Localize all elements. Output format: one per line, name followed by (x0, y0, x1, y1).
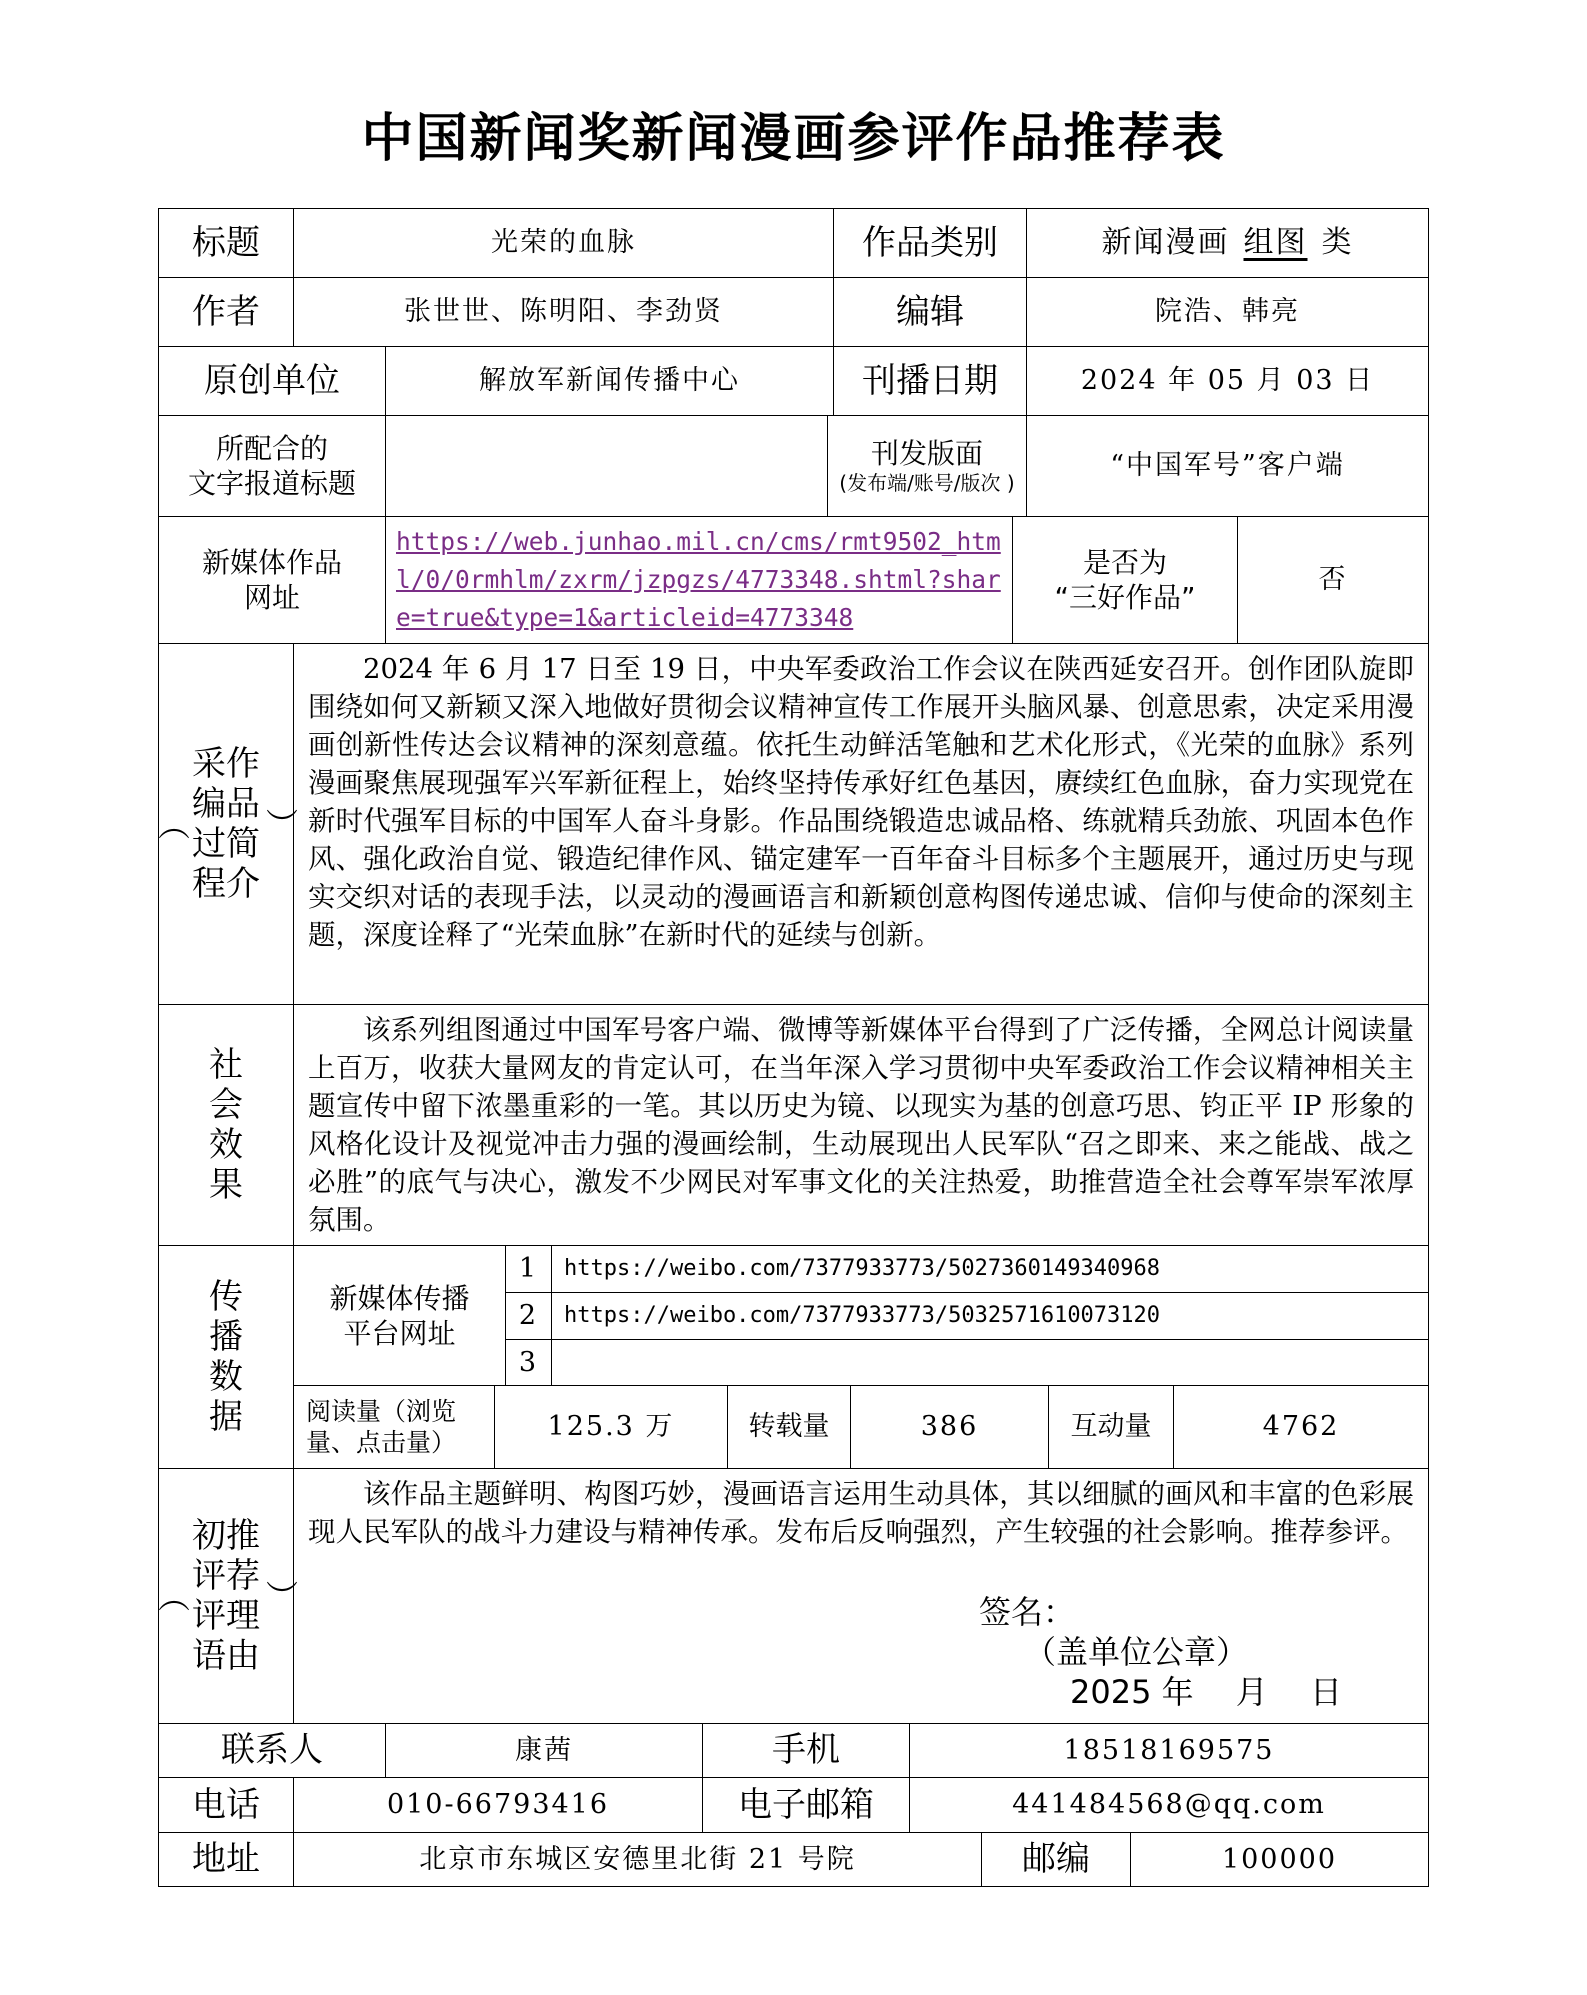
interact-label: 互动量 (1048, 1385, 1174, 1469)
process-label-char: 采 (192, 744, 226, 784)
url-index: 2 (505, 1292, 552, 1340)
sanhao-value: 否 (1237, 516, 1429, 644)
platform-url[interactable] (551, 1339, 1429, 1386)
author-value: 张世世、陈明阳、李劲贤 (293, 277, 834, 347)
spread-label-char: 传 (209, 1277, 243, 1317)
contact-person-label: 联系人 (158, 1723, 386, 1778)
process-text: 2024 年 6 月 17 日至 19 日，中央军委政治工作会议在陕西延安召开。创作团队旋即围绕如何又新颖又深入地做好贯彻会议精神宣传工作展开头脑风暴、创意思索，决定采用漫画创新性传达会议精神的深刻意蕴。依托生动鲜活笔触和艺术化形式，《光荣的血脉》系列漫画聚焦展现强军兴军新征程上，始终坚持传承好红色基因，赓续红色血脉，奋力实现党在新时代强军目标的中国军人奋斗身影。作品围绕锻造忠诚品格、练就精兵劲旅、巩固本色作风、强化政治自觉、锻造纪律作风、锚定建军一百年奋斗目标多个主题展开，通过历史与现实交织对话的表现手法，以灵动的漫画语言和新颖创意构图传递忠诚、信仰与使命的深刻主题，深度诠释了“光荣血脉”在新时代的延续与创新。 (308, 653, 1414, 951)
process-text-cell (293, 643, 1429, 1005)
read-label: 阅读量（浏览量、点击量） (293, 1385, 495, 1469)
url-index: 3 (505, 1339, 552, 1386)
date-value: 2024 年 05 月 03 日 (1026, 346, 1429, 416)
mobile-label: 手机 (702, 1723, 910, 1778)
title-value: 光荣的血脉 (293, 208, 834, 278)
platform-url[interactable]: https://weibo.com/7377933773/5032571610073120 (551, 1292, 1429, 1340)
category-type: 组图 (1243, 225, 1308, 261)
process-label-char: 程 (192, 864, 226, 904)
effect-label-char: 社 (209, 1045, 243, 1085)
sign-date: 2025 年 月 日 (1070, 1673, 1342, 1711)
process-label-char: 品 (226, 784, 260, 824)
paren-close: ） (261, 808, 299, 840)
read-value: 125.3 万 (494, 1385, 728, 1469)
url-label-line2: 网址 (243, 581, 300, 614)
page-label-main: 刊发版面 (870, 437, 983, 470)
zip-value: 100000 (1130, 1832, 1429, 1887)
story-label-line2: 文字报道标题 (187, 467, 356, 500)
interact-value: 4762 (1173, 1385, 1429, 1469)
platform-url[interactable]: https://weibo.com/7377933773/5027360149340968 (551, 1245, 1429, 1293)
recommend-label-char: 初 (192, 1516, 226, 1556)
spread-label-char: 播 (209, 1317, 243, 1357)
recommend-label-char: 评 (192, 1556, 226, 1596)
platform-label (293, 1245, 506, 1386)
category-label: 作品类别 (833, 208, 1027, 278)
url-label (158, 516, 386, 644)
repost-label: 转载量 (727, 1385, 851, 1469)
platform-label-line2: 平台网址 (343, 1316, 456, 1350)
process-label (153, 643, 299, 1005)
spread-label-char: 据 (209, 1397, 243, 1437)
contact-person-value: 康茜 (385, 1723, 703, 1778)
page-label-sub: (发布端/账号/版次 ) (839, 471, 1015, 495)
effect-label-char: 效 (209, 1125, 243, 1165)
work-url-link[interactable]: https://web.junhao.mil.cn/cms/rmt9502_html/0/0rmhlm/zxrm/jzpgzs/4773348.shtml?share=true&type=1&articleid=4773348 (396, 527, 1001, 632)
recommend-label-char: 理 (226, 1596, 260, 1636)
url-index: 1 (505, 1245, 552, 1293)
page-label (827, 415, 1027, 517)
category-suffix: 类 (1321, 225, 1354, 261)
sanhao-label-line1: 是否为 (1082, 546, 1167, 579)
email-value: 441484568@qq.com (909, 1777, 1429, 1833)
unit-value: 解放军新闻传播中心 (385, 346, 834, 416)
recommend-label-char: 由 (226, 1636, 260, 1676)
recommend-label-char: 评 (192, 1596, 226, 1636)
recommend-text: 该作品主题鲜明、构图巧妙，漫画语言运用生动具体，其以细腻的画风和丰富的色彩展现人民军队的战斗力建设与精神传承。发布后反响强烈，产生较强的社会影响。推荐参评。 (308, 1478, 1414, 1548)
mobile-value: 18518169575 (909, 1723, 1429, 1778)
address-value: 北京市东城区安德里北街 21 号院 (293, 1832, 982, 1887)
effect-text-cell (293, 1004, 1429, 1246)
process-label-char: 介 (226, 864, 260, 904)
paren-open: （ (153, 808, 191, 840)
title-label: 标题 (158, 208, 294, 278)
author-label: 作者 (158, 277, 294, 347)
category-prefix: 新闻漫画 (1101, 225, 1230, 261)
paren-open: （ (153, 1580, 191, 1612)
recommend-label (153, 1468, 299, 1724)
url-label-line1: 新媒体作品 (201, 546, 342, 579)
address-label: 地址 (158, 1832, 294, 1887)
page-title: 中国新闻奖新闻漫画参评作品推荐表 (361, 109, 1226, 169)
effect-label-char: 会 (209, 1085, 243, 1125)
tel-value: 010-66793416 (293, 1777, 703, 1833)
paren-close: ） (261, 1580, 299, 1612)
recommend-label-char: 荐 (226, 1556, 260, 1596)
tel-label: 电话 (158, 1777, 294, 1833)
work-url-cell (385, 516, 1013, 644)
recommend-label-char: 推 (226, 1516, 260, 1556)
sanhao-label-line2: “三好作品” (1054, 581, 1196, 614)
spread-label (158, 1245, 294, 1469)
effect-label-char: 果 (209, 1165, 243, 1205)
story-title-value (385, 415, 828, 517)
seal-label: （盖单位公章） (1024, 1633, 1249, 1671)
email-label: 电子邮箱 (702, 1777, 910, 1833)
process-label-char: 简 (226, 824, 260, 864)
category-value (1026, 208, 1429, 278)
zip-label: 邮编 (981, 1832, 1131, 1887)
recommend-text-cell (293, 1468, 1429, 1724)
date-label: 刊播日期 (833, 346, 1027, 416)
repost-value: 386 (850, 1385, 1049, 1469)
platform-label-line1: 新媒体传播 (329, 1281, 470, 1315)
process-label-char: 编 (192, 784, 226, 824)
effect-text: 该系列组图通过中国军号客户端、微博等新媒体平台得到了广泛传播，全网总计阅读量上百万，收获大量网友的肯定认可，在当年深入学习贯彻中央军委政治工作会议精神相关主题宣传中留下浓墨重彩的一笔。其以历史为镜、以现实为基的创意巧思、钧正平 IP 形象的风格化设计及视觉冲击力强的漫画绘制，生动展现出人民军队“召之即来、来之能战、战之必胜”的底气与决心，激发不少网民对军事文化的关注热爱，助推营造全社会尊军崇军浓厚氛围。 (308, 1014, 1414, 1236)
page-value: “中国军号”客户端 (1026, 415, 1429, 517)
unit-label: 原创单位 (158, 346, 386, 416)
spread-label-char: 数 (209, 1357, 243, 1397)
editor-label: 编辑 (833, 277, 1027, 347)
process-label-char: 过 (192, 824, 226, 864)
story-title-label (158, 415, 386, 517)
process-label-char: 作 (226, 744, 260, 784)
sanhao-label (1012, 516, 1238, 644)
editor-value: 院浩、韩亮 (1026, 277, 1429, 347)
signature-label: 签名： (979, 1593, 1076, 1631)
story-label-line1: 所配合的 (215, 432, 328, 465)
recommend-label-char: 语 (192, 1636, 226, 1676)
effect-label (158, 1004, 294, 1246)
